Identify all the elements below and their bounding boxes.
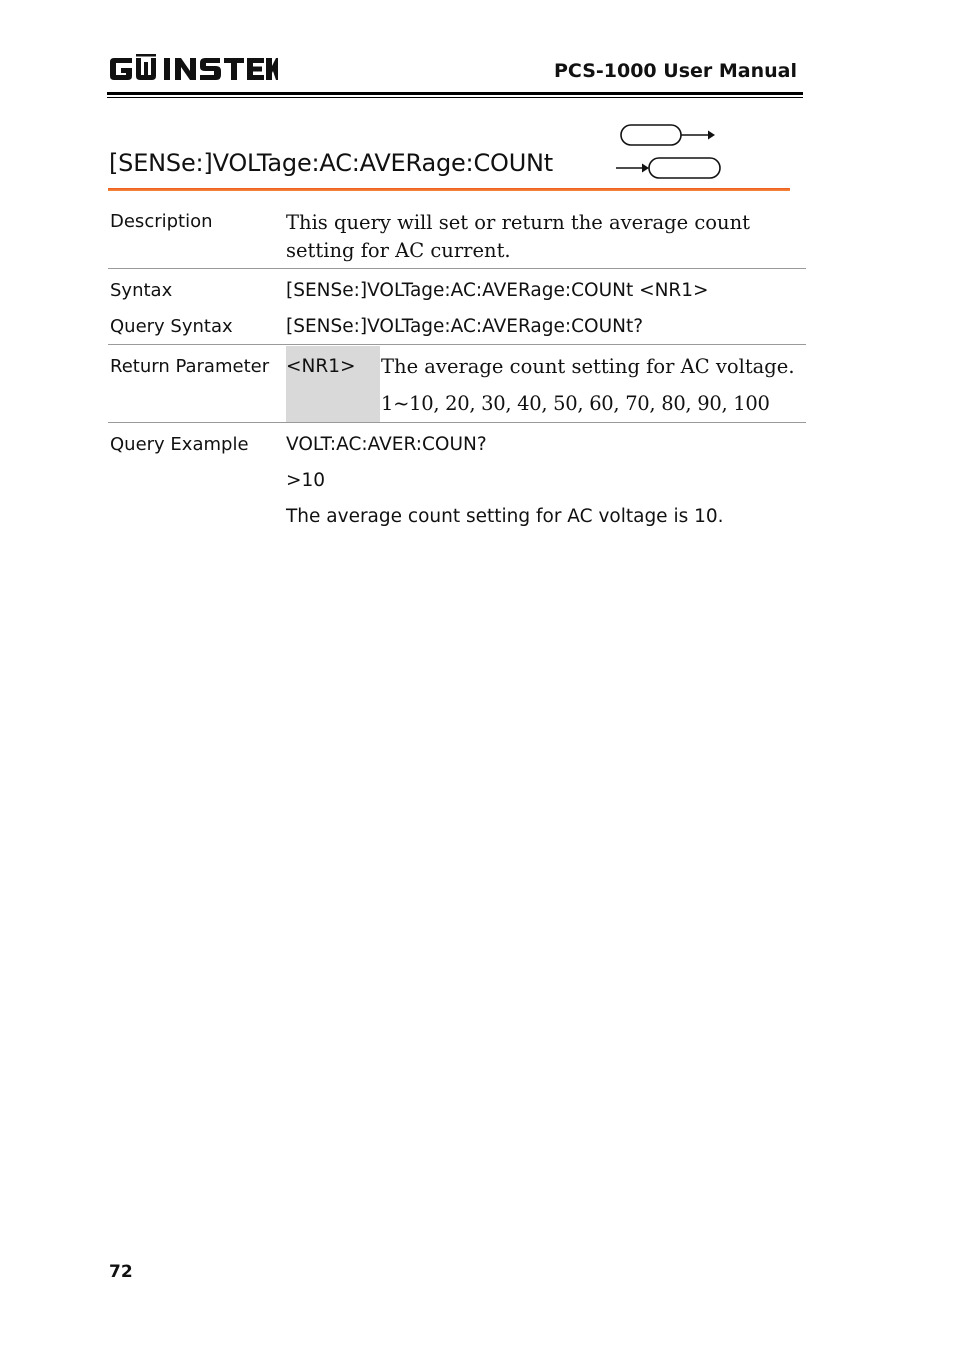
header-rule-thin [107,97,803,98]
description-line-1: This query will set or return the average count [286,211,751,234]
query-command-icon [614,156,722,180]
description-line-2: setting for AC current. [286,239,511,262]
parameter-type: <NR1> [286,356,356,377]
row-divider [108,268,806,269]
parameter-range: 1~10, 20, 30, 40, 50, 60, 70, 80, 90, 100 [381,392,770,415]
query-example-explanation: The average count setting for AC voltage is 10. [286,506,724,527]
syntax-label: Syntax [110,280,173,301]
query-example-command: VOLT:AC:AVER:COUN? [286,434,487,455]
header-rule [107,92,803,95]
syntax-value: [SENSe:]VOLTage:AC:AVERage:COUNt <NR1> [286,280,709,301]
description-label: Description [110,211,213,232]
command-title: [SENSe:]VOLTage:AC:AVERage:COUNt [109,149,554,177]
parameter-description: The average count setting for AC voltage. [381,355,795,378]
query-example-response: >10 [286,470,326,491]
manual-title: PCS-1000 User Manual [553,60,797,82]
section-underline [108,188,790,191]
row-divider [108,422,806,423]
query-syntax-label: Query Syntax [110,316,233,337]
page-number: 72 [109,1262,133,1282]
query-example-label: Query Example [110,434,249,455]
gw-instek-logo [108,54,278,84]
set-command-icon [618,123,720,147]
query-syntax-value: [SENSe:]VOLTage:AC:AVERage:COUNt? [286,316,644,337]
row-divider [108,344,806,345]
return-parameter-label: Return Parameter [110,356,270,377]
